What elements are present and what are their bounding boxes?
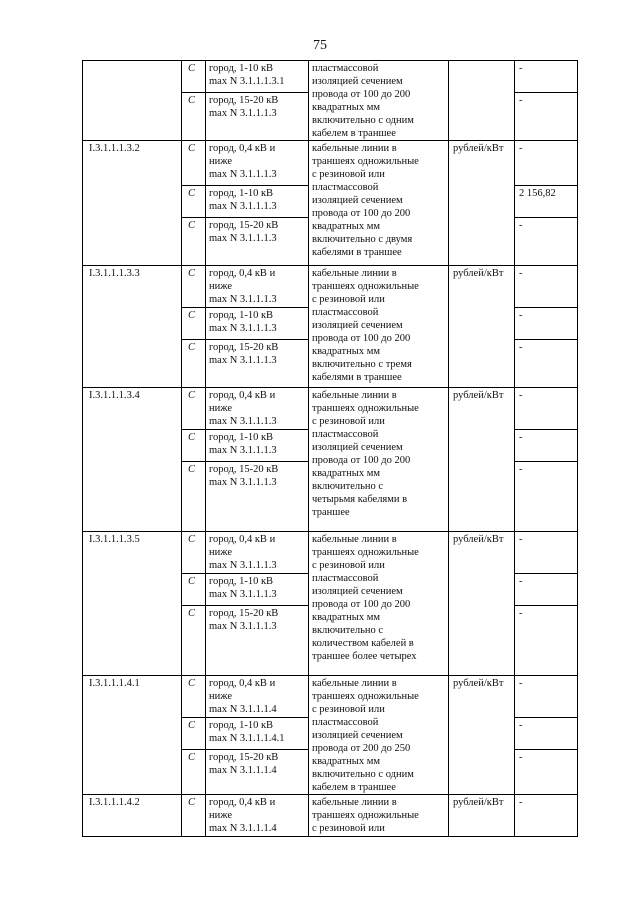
voltage-level-line: город, 1-10 кВ: [209, 63, 274, 74]
value-cell: -: [515, 340, 578, 388]
description-line: траншеях одножильные: [312, 156, 419, 167]
voltage-level-line: город, 15-20 кВ: [209, 342, 279, 353]
description-line: траншеях одножильные: [312, 691, 419, 702]
value-cell: -: [515, 574, 578, 606]
description-line: включительно с одним: [312, 115, 414, 126]
voltage-level-line: max N 3.1.1.1.3: [209, 323, 277, 334]
category-letter-cell: С: [182, 266, 206, 308]
description-line: провода от 100 до 200: [312, 599, 411, 610]
value-cell: -: [515, 532, 578, 574]
category-letter-cell: С: [182, 750, 206, 795]
description-line: провода от 100 до 200: [312, 455, 411, 466]
voltage-level-line: max N 3.1.1.1.3: [209, 294, 277, 305]
description-line: включительно с: [312, 481, 384, 492]
voltage-level-cell: [206, 795, 309, 837]
table-row: [83, 532, 578, 574]
voltage-level-cell: [206, 308, 309, 340]
voltage-level-line: город, 1-10 кВ: [209, 720, 274, 731]
category-letter-cell: С: [182, 388, 206, 430]
value-cell: -: [515, 388, 578, 430]
description-line: кабелями в траншее: [312, 372, 402, 383]
tariff-table: [82, 60, 578, 837]
description-line: с резиновой или: [312, 704, 385, 715]
table-row: [83, 141, 578, 186]
description-line: с резиновой или: [312, 416, 385, 427]
description-line: провода от 100 до 200: [312, 89, 411, 100]
voltage-level-cell: [206, 141, 309, 186]
category-letter-cell: С: [182, 141, 206, 186]
unit-cell: рублей/кВт: [449, 532, 515, 676]
voltage-level-line: город, 0,4 кВ и: [209, 143, 276, 154]
description-line: квадратных мм: [312, 756, 380, 767]
item-code-cell: [83, 61, 182, 141]
description-line: включительно с тремя: [312, 359, 412, 370]
category-letter-cell: С: [182, 61, 206, 93]
description-line: квадратных мм: [312, 468, 380, 479]
voltage-level-cell: [206, 93, 309, 141]
item-code-cell: I.3.1.1.1.3.4: [83, 388, 182, 532]
voltage-level-line: ниже: [209, 691, 233, 702]
description-line: кабелями в траншее: [312, 247, 402, 258]
category-letter-cell: С: [182, 93, 206, 141]
description-line: включительно с: [312, 625, 384, 636]
voltage-level-line: город, 15-20 кВ: [209, 608, 279, 619]
voltage-level-line: max N 3.1.1.1.3: [209, 108, 277, 119]
description-line: кабельные линии в: [312, 797, 397, 808]
description-line: кабельные линии в: [312, 534, 397, 545]
description-line: траншеях одножильные: [312, 403, 419, 414]
category-letter-cell: С: [182, 718, 206, 750]
description-line: четырьмя кабелями в: [312, 494, 408, 505]
description-line: траншеях одножильные: [312, 810, 419, 821]
description-line: изоляцией сечением: [312, 320, 403, 331]
category-letter-cell: С: [182, 340, 206, 388]
unit-cell: рублей/кВт: [449, 676, 515, 795]
description-line: провода от 100 до 200: [312, 208, 411, 219]
voltage-level-cell: [206, 750, 309, 795]
description-line: траншее: [312, 507, 350, 518]
description-line: провода от 100 до 200: [312, 333, 411, 344]
description-line: пластмассовой: [312, 63, 379, 74]
description-line: кабельные линии в: [312, 390, 397, 401]
category-letter-cell: С: [182, 606, 206, 676]
description-line: кабельные линии в: [312, 143, 397, 154]
description-line: траншеях одножильные: [312, 281, 419, 292]
description-line: квадратных мм: [312, 612, 380, 623]
voltage-level-line: город, 1-10 кВ: [209, 188, 274, 199]
voltage-level-line: max N 3.1.1.1.3: [209, 621, 277, 632]
unit-cell: рублей/кВт: [449, 266, 515, 388]
value-cell: -: [515, 141, 578, 186]
description-line: с резиновой или: [312, 560, 385, 571]
description-line: изоляцией сечением: [312, 76, 403, 87]
description-line: изоляцией сечением: [312, 730, 403, 741]
value-cell: 2 156,82: [515, 186, 578, 218]
value-cell: -: [515, 750, 578, 795]
item-code-cell: I.3.1.1.1.3.3: [83, 266, 182, 388]
description-line: пластмассовой: [312, 182, 379, 193]
voltage-level-cell: [206, 61, 309, 93]
page-number: 75: [313, 38, 327, 53]
description-cell: [309, 388, 449, 532]
item-code-cell: I.3.1.1.1.4.2: [83, 795, 182, 837]
unit-cell: рублей/кВт: [449, 141, 515, 266]
table-row: [83, 795, 578, 837]
description-line: включительно с одним: [312, 769, 414, 780]
voltage-level-line: город, 0,4 кВ и: [209, 268, 276, 279]
category-letter-cell: С: [182, 308, 206, 340]
voltage-level-cell: [206, 186, 309, 218]
voltage-level-line: город, 0,4 кВ и: [209, 678, 276, 689]
voltage-level-cell: [206, 606, 309, 676]
description-line: с резиновой или: [312, 169, 385, 180]
description-line: провода от 200 до 250: [312, 743, 411, 754]
voltage-level-cell: [206, 462, 309, 532]
value-cell: -: [515, 795, 578, 837]
description-line: пластмассовой: [312, 307, 379, 318]
voltage-level-cell: [206, 218, 309, 266]
item-code-cell: I.3.1.1.1.4.1: [83, 676, 182, 795]
value-cell: -: [515, 266, 578, 308]
voltage-level-line: ниже: [209, 281, 233, 292]
category-letter-cell: С: [182, 462, 206, 532]
description-line: с резиновой или: [312, 294, 385, 305]
description-cell: [309, 266, 449, 388]
description-line: изоляцией сечением: [312, 195, 403, 206]
value-cell: -: [515, 676, 578, 718]
voltage-level-line: город, 1-10 кВ: [209, 576, 274, 587]
voltage-level-line: ниже: [209, 810, 233, 821]
table-row: [83, 266, 578, 308]
category-letter-cell: С: [182, 795, 206, 837]
category-letter-cell: С: [182, 676, 206, 718]
description-line: пластмассовой: [312, 717, 379, 728]
voltage-level-cell: [206, 676, 309, 718]
voltage-level-line: max N 3.1.1.1.3: [209, 560, 277, 571]
voltage-level-cell: [206, 340, 309, 388]
value-cell: -: [515, 93, 578, 141]
value-cell: -: [515, 61, 578, 93]
category-letter-cell: С: [182, 186, 206, 218]
voltage-level-line: max N 3.1.1.1.3: [209, 416, 277, 427]
description-line: включительно с двумя: [312, 234, 413, 245]
category-letter-cell: С: [182, 218, 206, 266]
item-code-cell: I.3.1.1.1.3.5: [83, 532, 182, 676]
voltage-level-line: город, 15-20 кВ: [209, 464, 279, 475]
description-cell: [309, 795, 449, 837]
description-cell: [309, 676, 449, 795]
voltage-level-line: город, 1-10 кВ: [209, 432, 274, 443]
item-code-cell: I.3.1.1.1.3.2: [83, 141, 182, 266]
voltage-level-line: город, 0,4 кВ и: [209, 797, 276, 808]
table-row: [83, 388, 578, 430]
description-line: кабельные линии в: [312, 678, 397, 689]
value-cell: -: [515, 718, 578, 750]
voltage-level-line: max N 3.1.1.1.3.1: [209, 76, 285, 87]
voltage-level-line: max N 3.1.1.1.3: [209, 233, 277, 244]
description-line: квадратных мм: [312, 221, 380, 232]
voltage-level-cell: [206, 718, 309, 750]
voltage-level-line: ниже: [209, 547, 233, 558]
description-line: траншее более четырех: [312, 651, 417, 662]
description-line: с резиновой или: [312, 823, 385, 834]
voltage-level-line: город, 0,4 кВ и: [209, 534, 276, 545]
voltage-level-cell: [206, 266, 309, 308]
voltage-level-line: max N 3.1.1.1.4: [209, 704, 277, 715]
category-letter-cell: С: [182, 574, 206, 606]
description-line: траншеях одножильные: [312, 547, 419, 558]
voltage-level-line: max N 3.1.1.1.4: [209, 765, 277, 776]
voltage-level-cell: [206, 388, 309, 430]
voltage-level-line: max N 3.1.1.1.4.1: [209, 733, 285, 744]
voltage-level-line: max N 3.1.1.1.3: [209, 169, 277, 180]
voltage-level-line: ниже: [209, 403, 233, 414]
description-line: квадратных мм: [312, 346, 380, 357]
voltage-level-line: max N 3.1.1.1.3: [209, 589, 277, 600]
description-cell: [309, 61, 449, 141]
value-cell: -: [515, 308, 578, 340]
description-line: изоляцией сечением: [312, 586, 403, 597]
table-row: [83, 676, 578, 718]
description-line: кабелем в траншее: [312, 128, 396, 139]
value-cell: -: [515, 218, 578, 266]
voltage-level-line: max N 3.1.1.1.4: [209, 823, 277, 834]
voltage-level-line: max N 3.1.1.1.3: [209, 477, 277, 488]
voltage-level-line: город, 0,4 кВ и: [209, 390, 276, 401]
description-cell: [309, 532, 449, 676]
description-line: количеством кабелей в: [312, 638, 414, 649]
voltage-level-cell: [206, 532, 309, 574]
unit-cell: рублей/кВт: [449, 795, 515, 837]
voltage-level-line: max N 3.1.1.1.3: [209, 355, 277, 366]
voltage-level-line: город, 15-20 кВ: [209, 95, 279, 106]
voltage-level-cell: [206, 430, 309, 462]
voltage-level-cell: [206, 574, 309, 606]
voltage-level-line: max N 3.1.1.1.3: [209, 445, 277, 456]
value-cell: -: [515, 606, 578, 676]
voltage-level-line: город, 15-20 кВ: [209, 752, 279, 763]
description-line: изоляцией сечением: [312, 442, 403, 453]
description-line: квадратных мм: [312, 102, 380, 113]
unit-cell: [449, 61, 515, 141]
voltage-level-line: ниже: [209, 156, 233, 167]
tariff-table-body: [83, 61, 578, 837]
voltage-level-line: max N 3.1.1.1.3: [209, 201, 277, 212]
value-cell: -: [515, 462, 578, 532]
description-cell: [309, 141, 449, 266]
category-letter-cell: С: [182, 430, 206, 462]
description-line: кабелем в траншее: [312, 782, 396, 793]
voltage-level-line: город, 1-10 кВ: [209, 310, 274, 321]
description-line: пластмассовой: [312, 429, 379, 440]
description-line: пластмассовой: [312, 573, 379, 584]
voltage-level-line: город, 15-20 кВ: [209, 220, 279, 231]
table-row: [83, 61, 578, 93]
description-line: кабельные линии в: [312, 268, 397, 279]
unit-cell: рублей/кВт: [449, 388, 515, 532]
value-cell: -: [515, 430, 578, 462]
category-letter-cell: С: [182, 532, 206, 574]
